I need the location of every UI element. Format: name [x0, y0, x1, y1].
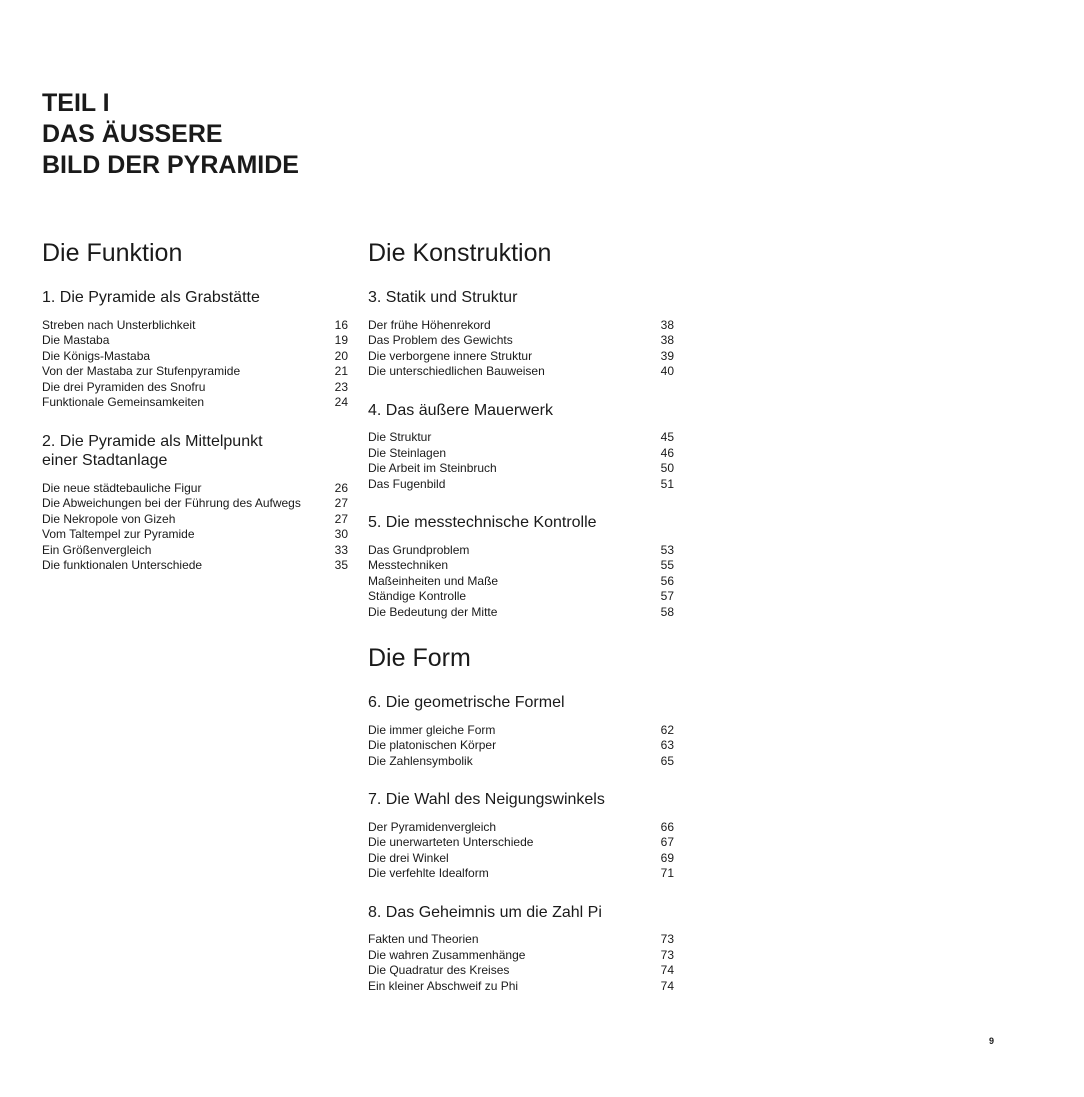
toc-entry[interactable]	[368, 349, 674, 365]
entry-label: Die Steinlagen	[368, 445, 447, 460]
entry-page-number: 57	[660, 589, 674, 603]
entry-label: Das Fugenbild	[368, 476, 446, 491]
entry-label: Die Abweichungen bei der Führung des Aufwegs	[42, 496, 301, 510]
entry-page-number: 21	[334, 364, 348, 378]
toc-entry[interactable]	[368, 446, 674, 462]
toc-entry[interactable]	[42, 543, 348, 559]
toc-entry[interactable]	[368, 333, 674, 349]
toc-entry[interactable]	[42, 481, 348, 497]
entry-label: Die Quadratur des Kreises	[368, 963, 510, 977]
section-title: Die Form	[368, 644, 471, 672]
toc-entry[interactable]	[368, 364, 674, 380]
toc-entry[interactable]	[368, 605, 674, 621]
toc-entry[interactable]	[368, 932, 674, 948]
entry-page-number: 40	[660, 364, 674, 378]
toc-column-left	[42, 236, 348, 595]
entry-page-number: 66	[660, 819, 674, 834]
entry-label: Von der Mastaba zur Stufenpyramide	[42, 364, 241, 378]
chapter-title	[368, 401, 674, 421]
chapter-title-line: einer Stadtanlage	[42, 452, 168, 469]
entry-page-number: 53	[660, 542, 674, 557]
entry-label: Die drei Pyramiden des Snofru	[42, 379, 206, 394]
entry-page-number: 50	[660, 461, 674, 475]
entry-label: Die immer gleiche Form	[368, 722, 496, 737]
toc-entry[interactable]	[42, 333, 348, 349]
entry-page-number: 16	[334, 317, 348, 332]
entry-label: Ein Größenvergleich	[42, 542, 152, 557]
entry-label: Funktionale Gemeinsamkeiten	[42, 395, 205, 409]
entry-page-number: 56	[660, 573, 674, 588]
entry-page-number: 24	[334, 395, 348, 409]
toc-entry[interactable]	[368, 820, 674, 836]
toc-entry[interactable]	[368, 738, 674, 754]
entry-list	[368, 723, 674, 770]
entry-label: Ein kleiner Abschweif zu Phi	[368, 978, 519, 993]
toc-entry[interactable]	[368, 558, 674, 574]
entry-list	[42, 481, 348, 574]
entry-page-number: 73	[660, 947, 674, 962]
entry-label: Ständige Kontrolle	[368, 589, 467, 603]
toc-entry[interactable]	[368, 430, 674, 446]
chapter-title	[42, 432, 348, 471]
entry-page-number: 38	[660, 317, 674, 332]
chapter-title	[42, 288, 348, 308]
toc-entry[interactable]	[368, 979, 674, 995]
entry-label: Die Königs-Mastaba	[42, 348, 151, 363]
entry-list	[368, 543, 674, 621]
part-title-line-2: DAS ÄUSSERE	[42, 120, 223, 148]
toc-entry[interactable]	[368, 543, 674, 559]
entry-page-number: 55	[660, 558, 674, 572]
chapter-list	[42, 288, 348, 574]
entry-label: Die drei Winkel	[368, 850, 449, 865]
entry-label: Das Problem des Gewichts	[368, 333, 513, 347]
toc-entry[interactable]	[368, 461, 674, 477]
chapter-title-line: 4. Das äußere Mauerwerk	[368, 401, 553, 419]
entry-page-number: 39	[660, 348, 674, 363]
section-title: Die Funktion	[42, 239, 183, 267]
entry-page-number: 73	[660, 932, 674, 946]
toc-section-form	[368, 641, 674, 994]
entry-page-number: 46	[660, 445, 674, 460]
entry-page-number: 35	[334, 558, 348, 572]
part-title	[42, 88, 299, 181]
entry-page-number: 27	[334, 511, 348, 526]
toc-entry[interactable]	[42, 395, 348, 411]
part-title-line-1: TEIL I	[42, 89, 110, 117]
entry-list	[368, 430, 674, 492]
entry-page-number: 69	[660, 850, 674, 865]
chapter-title	[368, 288, 674, 308]
entry-page-number: 67	[660, 835, 674, 849]
entry-label: Der Pyramidenvergleich	[368, 819, 497, 834]
entry-label: Die Arbeit im Steinbruch	[368, 461, 497, 475]
chapter-title-line: 6. Die geometrische Formel	[368, 694, 565, 711]
entry-list	[368, 932, 674, 994]
chapter-title-line: 8. Das Geheimnis um die Zahl Pi	[368, 903, 602, 921]
entry-list	[368, 318, 674, 380]
toc-entry[interactable]	[368, 963, 674, 979]
toc-entry[interactable]	[42, 496, 348, 512]
toc-section-konstruktion	[368, 236, 674, 620]
toc-entry[interactable]	[42, 318, 348, 334]
toc-entry[interactable]	[368, 948, 674, 964]
entry-page-number: 58	[660, 604, 674, 619]
entry-label: Die platonischen Körper	[368, 738, 497, 752]
chapter-title	[368, 790, 674, 810]
entry-page-number: 27	[334, 496, 348, 510]
toc-entry[interactable]	[42, 380, 348, 396]
entry-label: Streben nach Unsterblichkeit	[42, 317, 196, 332]
toc-entry[interactable]	[368, 477, 674, 493]
toc-entry[interactable]	[42, 512, 348, 528]
entry-label: Vom Taltempel zur Pyramide	[42, 527, 195, 541]
entry-label: Die Mastaba	[42, 333, 110, 347]
entry-page-number: 19	[334, 333, 348, 347]
toc-entry[interactable]	[42, 364, 348, 380]
entry-page-number: 74	[660, 963, 674, 977]
entry-label: Die Bedeutung der Mitte	[368, 604, 498, 619]
toc-column-right	[368, 236, 674, 1015]
entry-page-number: 45	[660, 430, 674, 444]
entry-label: Die verfehlte Idealform	[368, 866, 489, 880]
entry-label: Die Nekropole von Gizeh	[42, 511, 176, 526]
entry-page-number: 51	[660, 476, 674, 491]
entry-label: Die unterschiedlichen Bauweisen	[368, 364, 545, 378]
entry-label: Fakten und Theorien	[368, 932, 479, 946]
entry-label: Das Grundproblem	[368, 542, 470, 557]
entry-page-number: 62	[660, 722, 674, 737]
toc-entry[interactable]	[42, 527, 348, 543]
chapter-title-line: 3. Statik und Struktur	[368, 289, 518, 306]
toc-entry[interactable]	[368, 851, 674, 867]
toc-entry[interactable]	[368, 318, 674, 334]
entry-list	[42, 318, 348, 411]
toc-entry[interactable]	[42, 349, 348, 365]
entry-label: Der frühe Höhenrekord	[368, 317, 491, 332]
entry-label: Die funktionalen Unterschiede	[42, 558, 203, 572]
entry-page-number: 38	[660, 333, 674, 347]
entry-page-number: 65	[660, 753, 674, 768]
page-number: 9	[989, 1036, 995, 1046]
toc-entry[interactable]	[368, 835, 674, 851]
entry-label: Die Struktur	[368, 430, 432, 444]
entry-page-number: 33	[334, 542, 348, 557]
chapter-title	[368, 903, 674, 923]
entry-page-number: 20	[334, 348, 348, 363]
part-title-line-3: BILD DER PYRAMIDE	[42, 151, 299, 179]
toc-entry[interactable]	[368, 723, 674, 739]
entry-label: Die Zahlensymbolik	[368, 753, 473, 768]
entry-page-number: 63	[660, 738, 674, 752]
chapter-list	[368, 288, 674, 620]
chapter-title-line: 5. Die messtechnische Kontrolle	[368, 514, 597, 531]
chapter-title-line: 1. Die Pyramide als Grabstätte	[42, 289, 260, 306]
toc-section-funktion	[42, 236, 348, 574]
entry-page-number: 23	[334, 379, 348, 394]
entry-label: Die neue städtebauliche Figur	[42, 480, 202, 495]
toc-entry[interactable]	[368, 574, 674, 590]
chapter-title	[368, 693, 674, 713]
entry-page-number: 30	[334, 527, 348, 541]
entry-page-number: 71	[660, 866, 674, 880]
entry-label: Die unerwarteten Unterschiede	[368, 835, 534, 849]
chapter-title-line: 2. Die Pyramide als Mittelpunkt	[42, 432, 263, 450]
toc-entry[interactable]	[368, 866, 674, 882]
entry-page-number: 26	[334, 480, 348, 495]
chapter-title-line: 7. Die Wahl des Neigungswinkels	[368, 791, 605, 808]
chapter-list	[368, 693, 674, 994]
chapter-title	[368, 513, 674, 533]
toc-entry[interactable]	[368, 754, 674, 770]
entry-list	[368, 820, 674, 882]
entry-page-number: 74	[660, 978, 674, 993]
entry-label: Die verborgene innere Struktur	[368, 348, 533, 363]
entry-label: Messtechniken	[368, 558, 449, 572]
entry-label: Maßeinheiten und Maße	[368, 573, 499, 588]
entry-label: Die wahren Zusammenhänge	[368, 947, 526, 962]
section-title: Die Konstruktion	[368, 239, 552, 267]
toc-entry[interactable]	[368, 589, 674, 605]
toc-entry[interactable]	[42, 558, 348, 574]
